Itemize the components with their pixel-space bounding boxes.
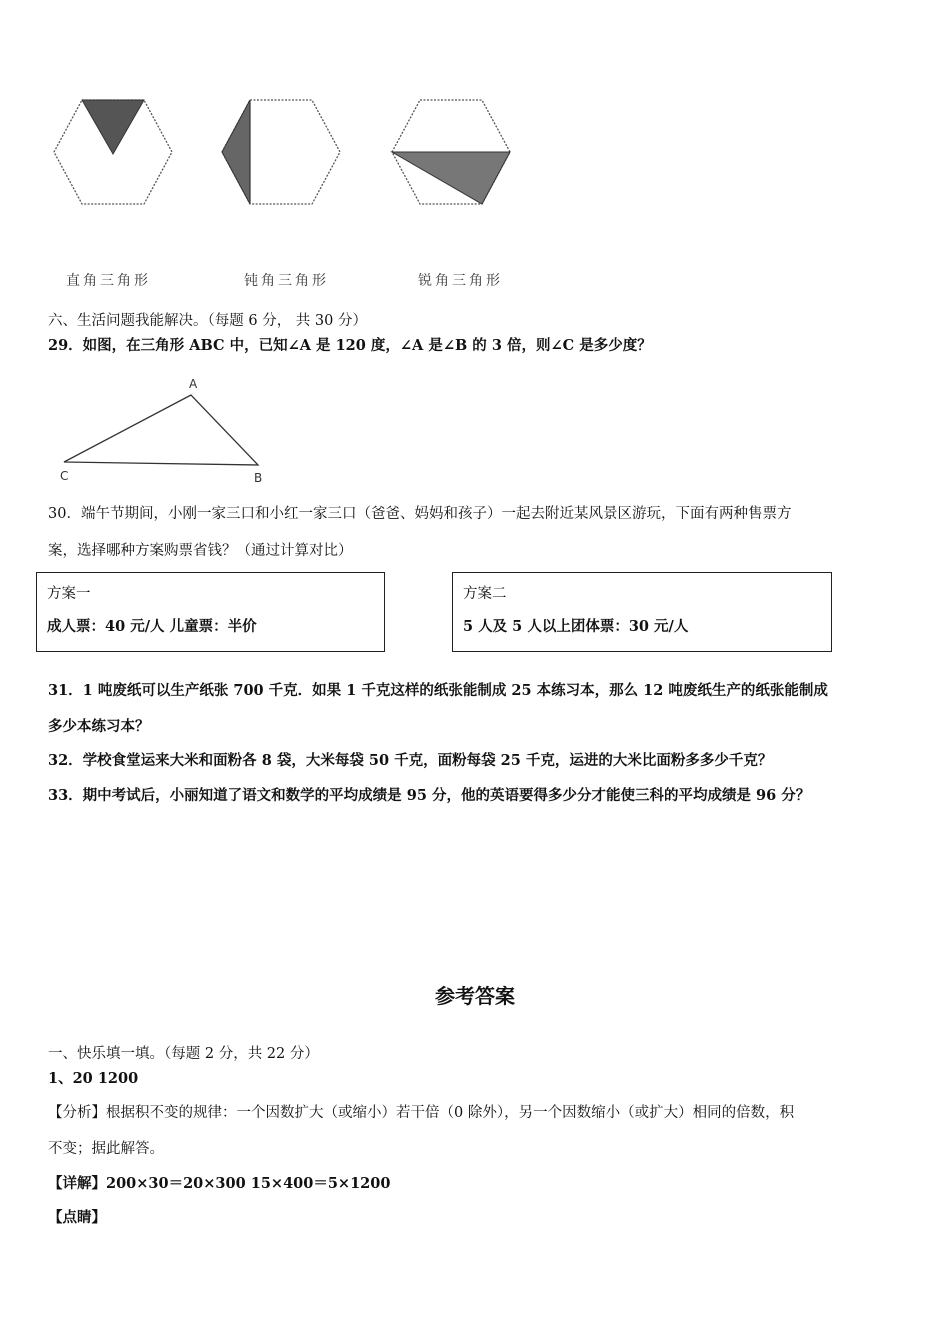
triangle-label-c: C bbox=[60, 469, 69, 483]
answer-1: 1、20 1200 bbox=[48, 1070, 139, 1087]
question-31-line2: 多少本练习本？ bbox=[48, 718, 150, 735]
hexagon-caption-obtuse: 钝角三角形 bbox=[244, 273, 329, 289]
detail-line: 【详解】200×30＝20×300 15×400＝5×1200 bbox=[48, 1175, 391, 1192]
analysis-line1: 【分析】根据积不变的规律：一个因数扩大（或缩小）若干倍（0 除外），另一个因数缩小（或扩大）相同的倍数，积 bbox=[48, 1105, 795, 1121]
plan-two-detail: 5 人及 5 人以上团体票：30 元/人 bbox=[463, 618, 689, 635]
hexagon-caption-acute: 锐角三角形 bbox=[418, 273, 503, 289]
triangle-abc-figure bbox=[56, 372, 270, 488]
hexagon-obtuse-triangle-figure bbox=[218, 96, 344, 208]
answers-section1-heading: 一、快乐填一填。（每题 2 分，共 22 分） bbox=[48, 1046, 319, 1062]
question-32: 32．学校食堂运来大米和面粉各 8 袋，大米每袋 50 千克，面粉每袋 25 千克，运进的大米比面粉多多少千克？ bbox=[48, 752, 773, 769]
hexagon-right-triangle-figure bbox=[50, 96, 176, 208]
comment-line: 【点睛】 bbox=[48, 1209, 106, 1226]
plan-one-title: 方案一 bbox=[47, 586, 91, 602]
plan-two-box bbox=[452, 572, 832, 652]
section6-heading: 六、生活问题我能解决。（每题 6 分， 共 30 分） bbox=[48, 313, 367, 329]
analysis-line2: 不变；据此解答。 bbox=[48, 1141, 164, 1157]
question-30-line1: 30．端午节期间，小刚一家三口和小红一家三口（爸爸、妈妈和孩子）一起去附近某风景区游玩，下面有两种售票方 bbox=[48, 506, 792, 522]
plan-one-detail: 成人票：40 元/人 儿童票：半价 bbox=[47, 618, 257, 635]
answers-title: 参考答案 bbox=[435, 984, 515, 1008]
question-30-line2: 案，选择哪种方案购票省钱？（通过计算对比） bbox=[48, 543, 353, 559]
question-29: 29．如图，在三角形 ABC 中，已知∠A 是 120 度，∠A 是∠B 的 3 倍，则∠C 是多少度？ bbox=[48, 337, 652, 354]
question-33: 33．期中考试后，小丽知道了语文和数学的平均成绩是 95 分，他的英语要得多少分才能使三科的平均成绩是 96 分？ bbox=[48, 787, 811, 804]
hexagon-acute-triangle-figure bbox=[388, 96, 514, 208]
hexagon-caption-right: 直角三角形 bbox=[66, 273, 151, 289]
triangle-label-b: B bbox=[254, 471, 263, 485]
triangle-label-a: A bbox=[189, 377, 198, 391]
plan-two-title: 方案二 bbox=[463, 586, 507, 602]
question-31-line1: 31．1 吨废纸可以生产纸张 700 千克．如果 1 千克这样的纸张能制成 25 本练习本，那么 12 吨废纸生产的纸张能制成 bbox=[48, 682, 828, 699]
plan-one-box bbox=[36, 572, 385, 652]
